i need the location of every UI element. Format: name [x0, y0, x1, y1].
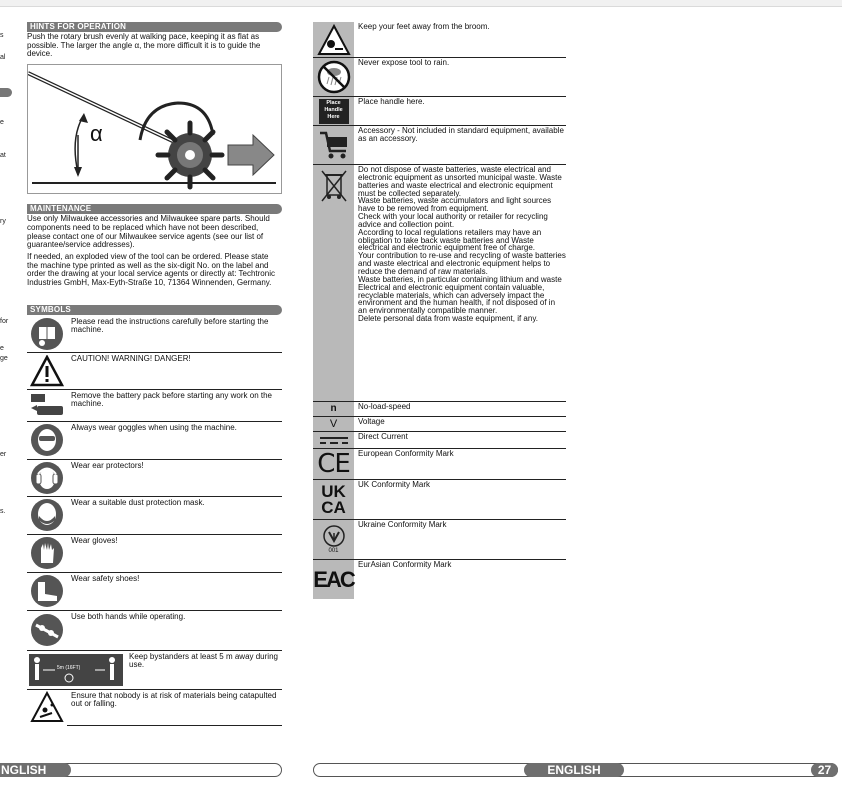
direct-current-icon	[313, 432, 354, 448]
margin-fragment: e	[0, 345, 4, 352]
maintenance-text-2: If needed, an exploded view of the tool can be ordered. Please state the machine type printed as well as the six-digit No. on the label and order the drawing at your local service agents or directly at: Techtronic Industries GmbH, Max-Eyth-Straße 10, 71364 Winnenden, Germany.	[27, 251, 275, 288]
symbol-row	[27, 611, 282, 651]
maintenance-text-1: Use only Milwaukee accessories and Milwaukee spare parts. Should components need to be replaced which have not been described, please contact one of our Milwaukee service agents (see our list of guarantee/service addresses).	[27, 214, 270, 250]
place-handle-label: Handle	[324, 106, 343, 113]
eac-logo: EAC	[313, 566, 354, 592]
page-number: 27	[811, 763, 838, 777]
no-rain-icon	[313, 58, 354, 96]
margin-fragment: e	[0, 119, 4, 126]
margin-fragment: for	[0, 318, 9, 325]
margin-fragment: s.	[0, 508, 6, 515]
margin-heading-stub	[0, 88, 12, 97]
place-handle-label: Place	[326, 99, 341, 106]
feet-away-broom-icon	[313, 22, 354, 57]
voltage-icon	[313, 417, 354, 431]
symbol-description: Wear ear protectors!	[71, 460, 144, 470]
bystanders-distance-icon	[27, 651, 125, 689]
symbol-row	[27, 690, 282, 725]
symbol-row	[27, 390, 282, 422]
symbol-description: Wear gloves!	[71, 535, 118, 545]
symbol-description: Ensure that nobody is at risk of materials being catapulted out or falling.	[71, 690, 277, 709]
margin-fragment: ge	[0, 355, 8, 362]
ukraine-mark-number: 001	[328, 548, 339, 554]
voltage-symbol: V	[329, 417, 338, 430]
rotary-brush-illustration	[28, 65, 281, 191]
symbol-description: Place handle here.	[358, 97, 425, 106]
symbols-heading: SYMBOLS	[27, 305, 282, 315]
symbol-row	[27, 573, 282, 611]
symbol-description: European Conformity Mark	[358, 449, 454, 458]
symbol-row	[313, 417, 566, 432]
ear-protection-icon	[27, 460, 67, 496]
symbol-description: Keep bystanders at least 5 m away during use.	[129, 651, 278, 670]
symbol-description: CAUTION! WARNING! DANGER!	[71, 353, 191, 363]
symbol-description: Voltage	[358, 417, 385, 426]
symbol-row	[313, 58, 566, 97]
safety-shoes-icon	[27, 573, 67, 610]
symbol-row	[27, 535, 282, 573]
eac-mark-icon	[313, 560, 354, 599]
symbol-row	[27, 497, 282, 535]
margin-fragment: at	[0, 152, 6, 159]
symbol-description: Ukraine Conformity Mark	[358, 520, 447, 529]
ce-mark-logo: CE	[317, 449, 350, 479]
symbol-description: EurAsian Conformity Mark	[358, 560, 452, 569]
symbol-description: Wear a suitable dust protection mask.	[71, 497, 205, 507]
symbol-row	[27, 460, 282, 497]
maintenance-heading: MAINTENANCE	[27, 204, 282, 214]
symbol-description: Direct Current	[358, 432, 408, 441]
symbol-description: UK Conformity Mark	[358, 480, 431, 489]
no-load-speed-icon	[313, 402, 354, 416]
symbol-row	[313, 22, 566, 58]
symbol-row	[27, 422, 282, 460]
place-handle-icon	[313, 97, 354, 125]
ce-mark-icon	[313, 449, 354, 479]
flying-objects-icon	[27, 690, 67, 725]
place-handle-label: Here	[327, 113, 340, 120]
ukca-mark-icon	[313, 480, 354, 519]
margin-fragment: al	[0, 54, 6, 61]
symbol-description: Use both hands while operating.	[71, 611, 186, 621]
brush-angle-figure	[27, 64, 282, 194]
remove-battery-icon	[27, 390, 67, 421]
margin-fragment: ry	[0, 218, 6, 225]
right-footer-language: ENGLISH	[524, 763, 624, 777]
symbol-description: Do not dispose of waste batteries, waste electrical and electronic equipment as unsorted municipal waste. Waste batteries and waste electrical and electronic equipment must be collected separately. Waste batteries, waste accumulators and light sources have to be removed from equipment. Check with your local authority or retailer for recycling advice and collection point. According to local regulations retailers may have an obligation to take back waste batteries and Waste electrical and electronic equipment free of charge. Your contribution to re-use and recycling of waste batteries and waste electrical and electronic equipment helps to reduce the demand of raw materials. Waste batteries, in particular containing lithium and waste Electrical and electronic equipment contain valuable, recyclable materials, which can adversely impact the environment and the human health, if not disposed of in an environmentally compatible manner. Delete personal data from waste equipment, if any.	[358, 165, 566, 324]
symbol-description: Wear safety shoes!	[71, 573, 140, 583]
left-footer-language: NGLISH	[0, 763, 71, 777]
symbol-description: Always wear goggles when using the machine.	[71, 422, 237, 432]
goggles-icon	[27, 422, 67, 459]
dust-mask-icon	[27, 497, 67, 534]
symbol-row	[313, 449, 566, 480]
read-instructions-icon	[27, 316, 67, 352]
distance-label: 5m (16FT)	[57, 664, 81, 671]
symbol-description: Keep your feet away from the broom.	[358, 22, 490, 31]
gloves-icon	[27, 535, 67, 572]
table-end-rule	[67, 725, 282, 726]
symbol-row	[313, 97, 566, 126]
warning-triangle-icon	[27, 353, 67, 389]
margin-fragment: s	[0, 32, 4, 39]
symbol-description: No-load-speed	[358, 402, 411, 411]
symbol-row	[313, 432, 566, 449]
hints-text: Push the rotary brush evenly at walking pace, keeping it as flat as possible. The larger the angle α, the more difficult it is to guide the device.	[27, 32, 261, 59]
cart-icon	[313, 126, 354, 164]
symbol-row	[313, 126, 566, 165]
symbol-row	[27, 651, 282, 690]
hints-heading: HINTS FOR OPERATION	[27, 22, 282, 32]
both-hands-icon	[27, 611, 67, 650]
ukca-logo-line: UK	[321, 481, 346, 501]
ukca-logo-line: CA	[321, 497, 346, 517]
symbol-row	[27, 316, 282, 353]
symbol-row	[313, 520, 566, 560]
symbol-description: Please read the instructions carefully before starting the machine.	[71, 316, 269, 335]
symbol-row	[313, 560, 566, 599]
symbol-row	[27, 353, 282, 390]
symbol-row	[313, 165, 566, 402]
symbols-table	[27, 316, 282, 726]
symbol-description: Accessory - Not included in standard equipment, available as an accessory.	[358, 126, 564, 144]
ukraine-mark-icon	[313, 520, 354, 559]
symbol-description: Never expose tool to rain.	[358, 58, 450, 67]
symbol-row	[313, 480, 566, 520]
angle-alpha-label: α	[90, 121, 103, 147]
left-column	[27, 22, 282, 726]
right-column	[313, 22, 566, 599]
symbol-row	[313, 402, 566, 417]
symbol-description: Remove the battery pack before starting any work on the machine.	[71, 390, 272, 409]
margin-fragment: er	[0, 451, 7, 458]
page-top-border	[0, 0, 842, 7]
no-load-speed-symbol: n	[330, 403, 337, 414]
weee-bin-icon	[313, 165, 354, 401]
